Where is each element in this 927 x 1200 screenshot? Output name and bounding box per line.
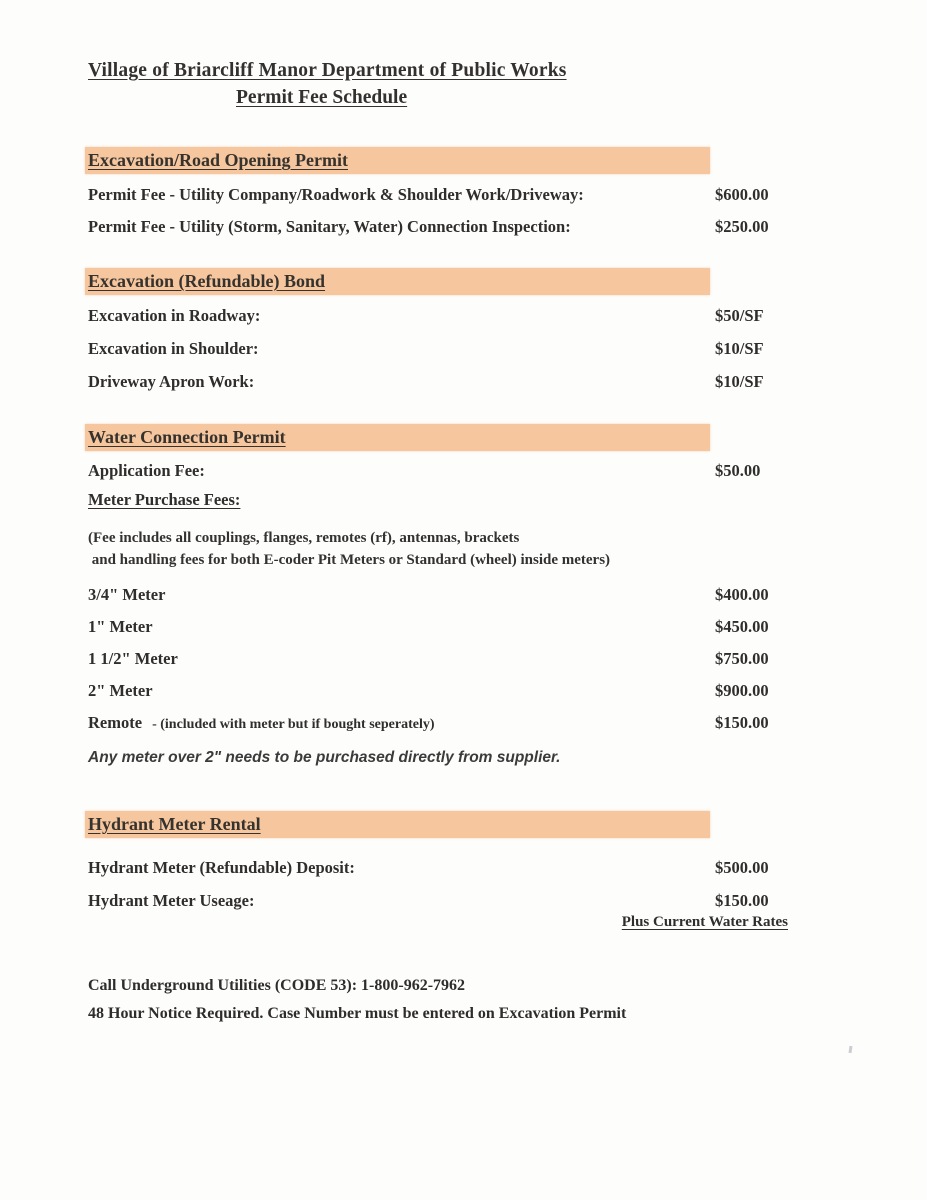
fee-value: $10/SF xyxy=(715,372,764,391)
fee-row xyxy=(88,372,800,391)
title-line-1: Village of Briarcliff Manor Department of Public Works xyxy=(88,60,567,81)
fee-label xyxy=(88,713,715,734)
fee-label: Application Fee: xyxy=(88,461,205,480)
fee-label: Hydrant Meter (Refundable) Deposit: xyxy=(88,858,355,877)
fee-label: Permit Fee - Utility (Storm, Sanitary, Water) Connection Inspection: xyxy=(88,217,571,236)
fee-row xyxy=(88,713,800,734)
fee-value: $600.00 xyxy=(715,185,769,204)
fee-value: $750.00 xyxy=(715,649,769,668)
fee-label: Driveway Apron Work: xyxy=(88,372,255,391)
section-header-label: Excavation (Refundable) Bond xyxy=(88,271,326,291)
fee-row xyxy=(88,649,800,668)
meter-fees-note-line-1: (Fee includes all couplings, flanges, remotes (rf), antennas, brackets xyxy=(88,530,520,546)
fee-row xyxy=(88,217,800,236)
meter-fees-note-line-2: and handling fees for both E-coder Pit Meters or Standard (wheel) inside meters) xyxy=(88,552,611,568)
fee-label-main: Remote xyxy=(88,713,143,732)
fee-label: 1" Meter xyxy=(88,617,153,636)
fee-row xyxy=(88,858,800,877)
fee-row xyxy=(88,306,800,325)
fee-label: 2" Meter xyxy=(88,681,153,700)
footer-notice: 48 Hour Notice Required. Case Number must be entered on Excavation Permit xyxy=(88,1005,627,1022)
fee-value: $150.00 xyxy=(715,713,769,732)
fee-value: $150.00 xyxy=(715,891,769,910)
supplier-note: Any meter over 2" needs to be purchased directly from supplier. xyxy=(88,749,561,766)
fee-value: $250.00 xyxy=(715,217,769,236)
fee-label: Excavation in Shoulder: xyxy=(88,339,259,358)
meter-purchase-fees-subheader: Meter Purchase Fees: xyxy=(88,490,241,509)
fee-value: $50.00 xyxy=(715,461,761,480)
fee-row xyxy=(88,891,800,910)
meter-fees-note xyxy=(0,527,927,571)
section-header-excavation-permit xyxy=(85,147,710,174)
fee-value: $450.00 xyxy=(715,617,769,636)
section-header-label: Hydrant Meter Rental xyxy=(88,814,261,834)
section-header-excavation-bond xyxy=(85,268,710,295)
document-title xyxy=(88,0,927,111)
footer-call-utilities: Call Underground Utilities (CODE 53): 1-800-962-7962 xyxy=(88,977,466,994)
fee-label: Permit Fee - Utility Company/Roadwork & Shoulder Work/Driveway: xyxy=(88,185,584,204)
fee-row xyxy=(88,185,800,204)
fee-value: $500.00 xyxy=(715,858,769,877)
fee-row xyxy=(88,461,800,480)
fee-value: $400.00 xyxy=(715,585,769,604)
section-header-label: Water Connection Permit xyxy=(88,427,286,447)
section-header-label: Excavation/Road Opening Permit xyxy=(88,150,348,170)
scan-artifact-mark xyxy=(849,1046,853,1053)
fee-label: 1 1/2" Meter xyxy=(88,649,178,668)
water-rates-note: Plus Current Water Rates xyxy=(621,914,788,930)
fee-label-note: - (included with meter but if bought seperately) xyxy=(152,717,435,732)
fee-value: $50/SF xyxy=(715,306,764,325)
section-header-hydrant-rental xyxy=(85,811,710,838)
fee-row xyxy=(88,681,800,700)
fee-row xyxy=(88,585,800,604)
fee-value: $10/SF xyxy=(715,339,764,358)
fee-row xyxy=(88,339,800,358)
fee-label: 3/4" Meter xyxy=(88,585,166,604)
fee-value: $900.00 xyxy=(715,681,769,700)
fee-label: Hydrant Meter Useage: xyxy=(88,891,255,910)
fee-label: Excavation in Roadway: xyxy=(88,306,261,325)
title-line-2: Permit Fee Schedule xyxy=(236,87,408,108)
section-header-water-connection xyxy=(85,424,710,451)
fee-row xyxy=(88,617,800,636)
